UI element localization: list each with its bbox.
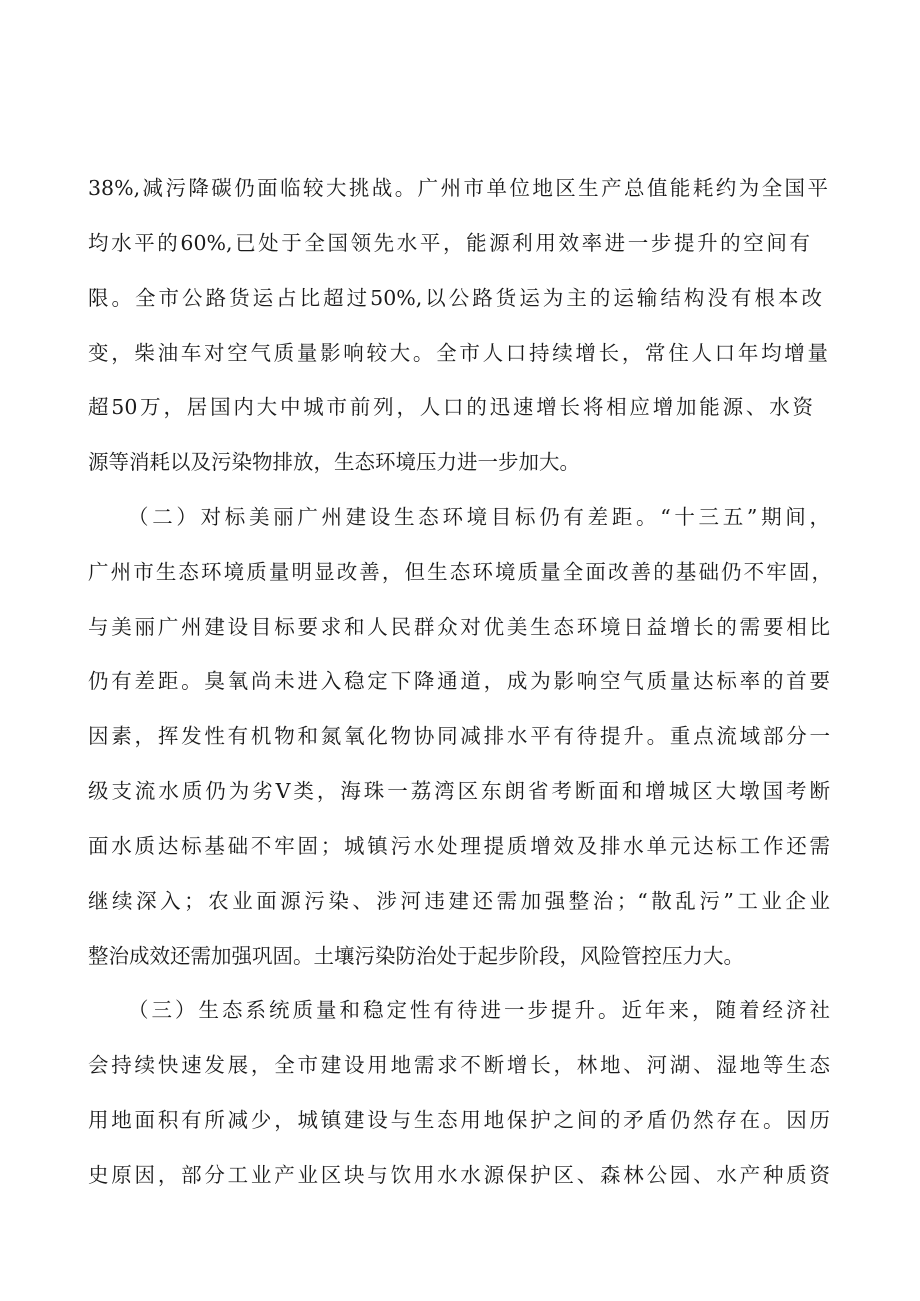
text-line: 用地面积有所减少，城镇建设与生态用地保护之间的矛盾仍然存在。因历	[88, 1108, 830, 1132]
text-line: 继续深入；农业面源污染、涉河违建还需加强整治；“散乱污”工业企业	[88, 889, 830, 913]
text-line: 与美丽广州建设目标要求和人民群众对优美生态环境日益增长的需要相比	[88, 615, 830, 639]
text-line: 会持续快速发展，全市建设用地需求不断增长，林地、河湖、湿地等生态	[88, 1053, 830, 1077]
text-line: 均水平的60%,已处于全国领先水平，能源利用效率进一步提升的空间有	[88, 231, 810, 255]
text-line: 整治成效还需加强巩固。土壤污染防治处于起步阶段，风险管控压力大。	[88, 944, 744, 968]
text-line: 超50万，居国内大中城市前列，人口的迅速增长将相应增加能源、水资	[88, 395, 813, 419]
text-line: 广州市生态环境质量明显改善，但生态环境质量全面改善的基础仍不牢固，	[88, 560, 832, 584]
text-line: 面水质达标基础不牢固；城镇污水处理提质增效及排水单元达标工作还需	[88, 834, 830, 858]
text-line: （二）对标美丽广州建设生态环境目标仍有差距。“十三五”期间，	[128, 505, 830, 529]
text-line: （三）生态系统质量和稳定性有待进一步提升。近年来，随着经济社	[128, 998, 830, 1022]
text-line: 史原因，部分工业产业区块与饮用水水源保护区、森林公园、水产种质资	[88, 1163, 830, 1187]
text-line: 仍有差距。臭氧尚未进入稳定下降通道，成为影响空气质量达标率的首要	[88, 669, 830, 693]
text-line: 变，柴油车对空气质量影响较大。全市人口持续增长，常住人口年均增量	[88, 341, 828, 365]
text-line: 38%,减污降碳仍面临较大挑战。广州市单位地区生产总值能耗约为全国平	[88, 176, 828, 200]
text-line: 源等消耗以及污染物排放，生态环境压力进一步加大。	[88, 450, 580, 474]
text-line: 因素，挥发性有机物和氮氧化物协同减排水平有待提升。重点流域部分一	[88, 724, 830, 748]
text-line: 限。全市公路货运占比超过50%,以公路货运为主的运输结构没有根本改	[88, 286, 822, 310]
text-line: 级支流水质仍为劣Ⅴ类，海珠一荔湾区东朗省考断面和增城区大墩国考断	[88, 779, 830, 803]
